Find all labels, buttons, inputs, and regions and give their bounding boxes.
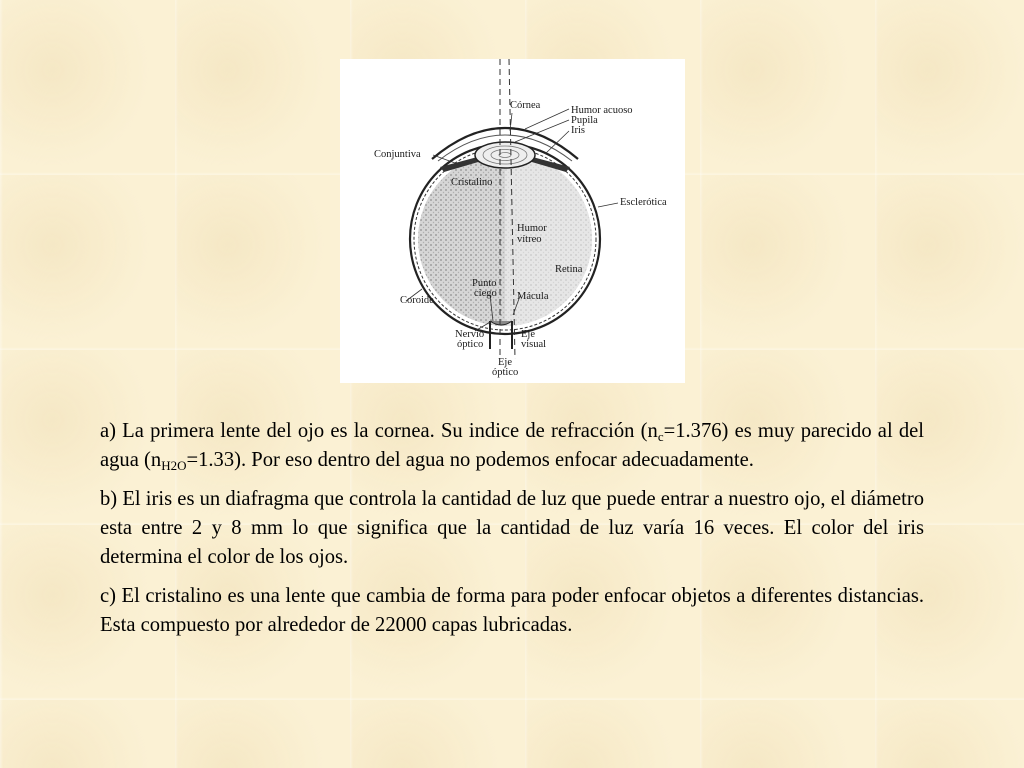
- label-conjuntiva: Conjuntiva: [374, 149, 421, 160]
- label-ciego: ciego: [474, 288, 497, 299]
- label-iris: Iris: [571, 125, 585, 136]
- label-punto: Punto: [472, 278, 497, 289]
- label-pupila: Pupila: [571, 115, 598, 126]
- label-coroide: Coroide: [400, 295, 434, 306]
- paragraph-c: c) El cristalino es una lente que cambia de forma para poder enfocar objetos a diferentes distancias. Esta compuesto por alrededor de 22000 capas lubricadas.: [100, 585, 924, 636]
- paragraph-a-part3: =1.33). Por eso dentro del agua no podemos enfocar adecuadamente.: [186, 449, 754, 471]
- paragraph-a-part2: =1.376) es muy parecido al del agua (n: [100, 420, 925, 471]
- label-nervio: Nervio: [455, 329, 485, 340]
- label-humor-acuoso: Humor acuoso: [571, 105, 633, 116]
- label-eje-visual-2: visual: [521, 339, 547, 350]
- label-eje-visual-1: Eje: [521, 329, 535, 340]
- label-esclerotica: Esclerótica: [620, 197, 667, 208]
- subscript-h2o: H2O: [161, 458, 187, 473]
- label-eje-optico-2: óptico: [492, 367, 519, 378]
- eyeball: [410, 144, 605, 334]
- paragraph-a: [100, 417, 924, 475]
- eye-anatomy-diagram: [340, 59, 685, 383]
- paragraph-b: b) El iris es un diafragma que controla la cantidad de luz que puede entrar a nuestro ojo, el diámetro esta entre 2 y 8 mm lo que significa que la cantidad de luz varía 16 veces. El color del iris determina el color de los ojos.: [100, 488, 924, 568]
- subscript-c: c: [657, 429, 664, 444]
- body-text: [100, 417, 924, 650]
- label-eje-optico-1: Eje: [498, 357, 512, 368]
- paragraph-a-part1: a) La primera lente del ojo es la cornea. Su indice de refracción (n: [100, 420, 658, 442]
- label-macula: Mácula: [517, 291, 549, 302]
- label-nervio-optico: óptico: [457, 339, 484, 350]
- label-cornea: Córnea: [510, 100, 541, 111]
- label-retina: Retina: [555, 264, 583, 275]
- eye-diagram-svg: [340, 59, 685, 383]
- label-cristalino: Cristalino: [451, 177, 493, 188]
- crystalline-lens: [475, 142, 535, 168]
- label-humor: Humor: [517, 223, 547, 234]
- label-vitreo: vítreo: [517, 234, 542, 245]
